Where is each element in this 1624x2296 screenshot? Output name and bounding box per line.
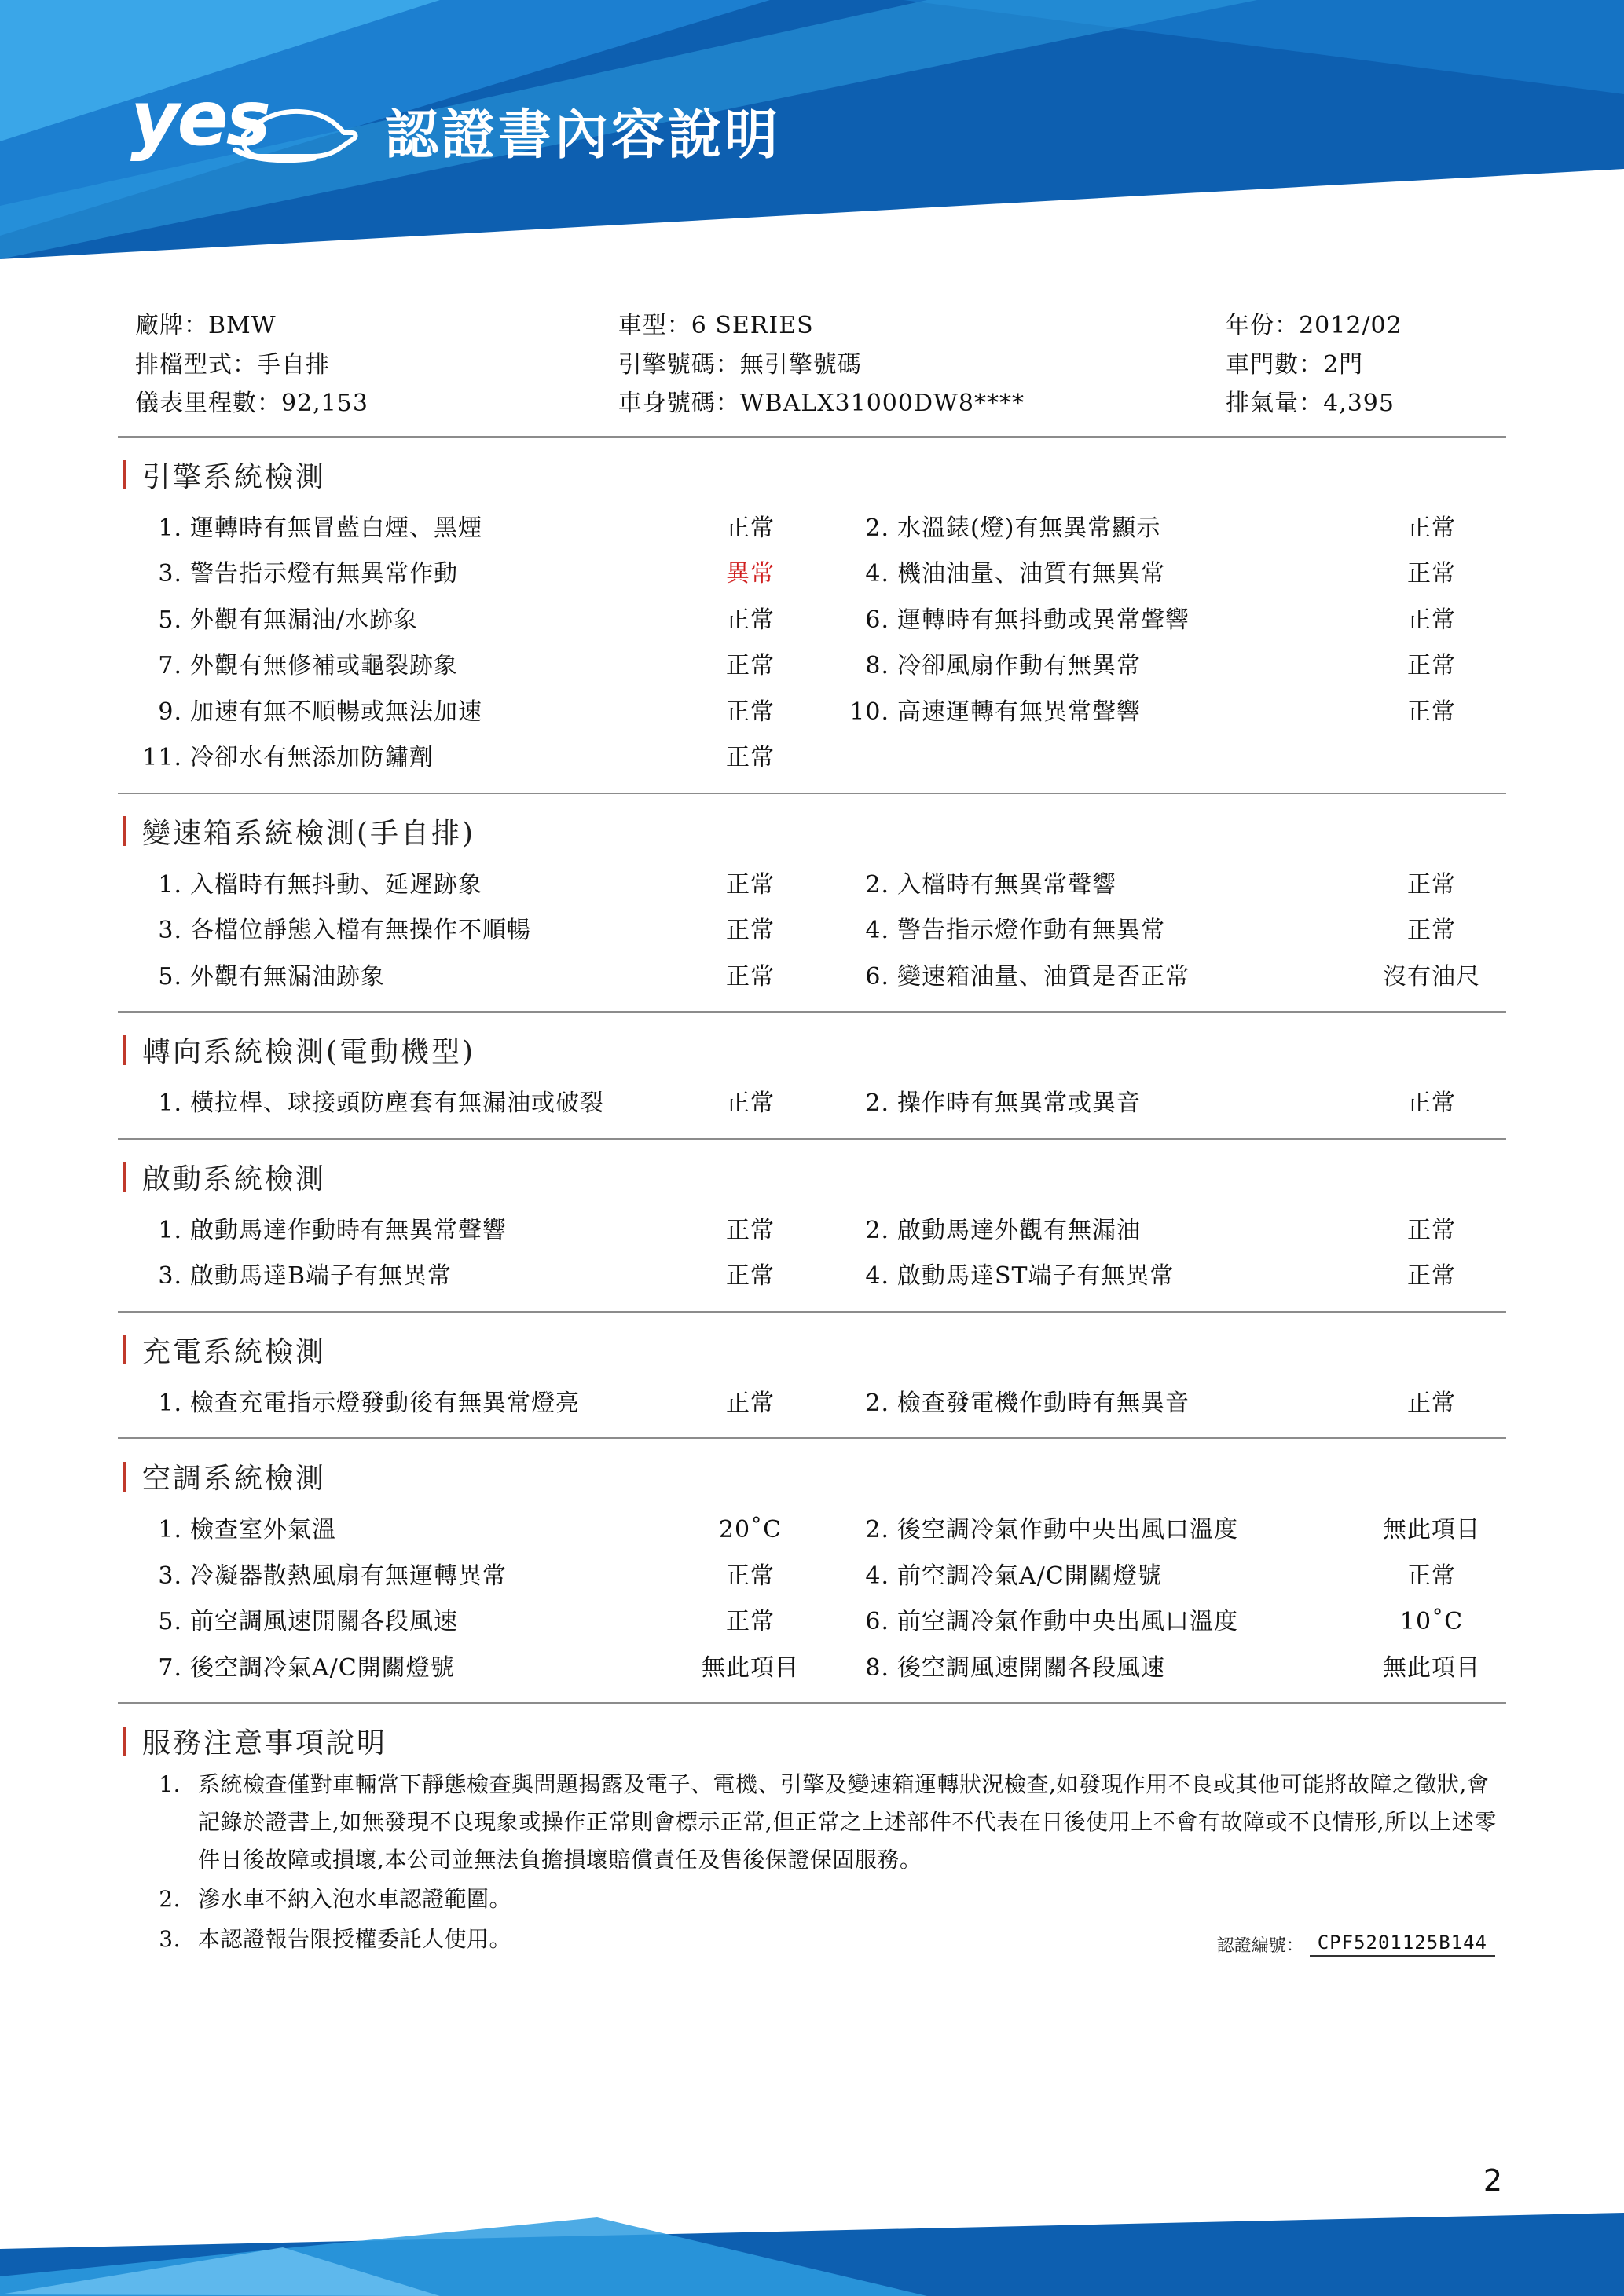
inspection-section-transmission bbox=[118, 794, 1506, 1013]
inspection-row bbox=[118, 1254, 1506, 1300]
item-number: 2. bbox=[865, 870, 889, 899]
vehicle-model: 車型：6 SERIES bbox=[618, 312, 814, 339]
item-label: 檢查充電指示燈發動後有無異常燈亮 bbox=[190, 1389, 580, 1417]
item-label: 冷凝器散熱風扇有無運轉異常 bbox=[190, 1562, 507, 1590]
inspection-section-engine bbox=[118, 438, 1506, 794]
inspection-item bbox=[118, 1599, 825, 1646]
inspection-item bbox=[118, 1254, 825, 1300]
item-value: 正常 bbox=[1407, 1216, 1456, 1244]
section-items bbox=[118, 856, 1506, 1001]
section-accent-bar bbox=[123, 460, 126, 489]
item-label: 啟動馬達B端子有無異常 bbox=[190, 1262, 453, 1290]
item-value: 正常 bbox=[726, 1389, 775, 1417]
item-value: 正常 bbox=[726, 698, 775, 726]
item-value: 正常 bbox=[726, 606, 775, 634]
item-label: 警告指示燈有無異常作動 bbox=[190, 560, 458, 588]
page-title: 認證書內容說明 bbox=[385, 104, 782, 167]
note-item bbox=[118, 1880, 1506, 1918]
vehicle-year: 年份：2012/02 bbox=[1226, 312, 1402, 339]
item-label: 冷卻風扇作動有無異常 bbox=[897, 652, 1141, 679]
item-label: 操作時有無異常或異音 bbox=[897, 1089, 1141, 1117]
inspection-row bbox=[118, 1599, 1506, 1646]
inspection-row bbox=[118, 1554, 1506, 1600]
item-value: 20˚C bbox=[718, 1516, 783, 1543]
item-value: 正常 bbox=[726, 1089, 775, 1117]
inspection-row bbox=[118, 1081, 1506, 1127]
page-content bbox=[0, 291, 1624, 1968]
item-number: 7. bbox=[158, 1653, 182, 1682]
vehicle-info-row bbox=[118, 384, 1506, 423]
note-text: 滲水車不納入泡水車認證範圍。 bbox=[198, 1886, 512, 1913]
vehicle-mileage: 儀表里程數：92,153 bbox=[135, 390, 368, 417]
section-title: 服務注意事項說明 bbox=[142, 1727, 388, 1760]
note-item bbox=[118, 1766, 1506, 1879]
item-value: 10˚C bbox=[1399, 1608, 1464, 1635]
item-label: 外觀有無漏油/水跡象 bbox=[190, 606, 419, 634]
item-number: 8. bbox=[865, 652, 889, 679]
item-number: 1. bbox=[158, 1389, 182, 1417]
item-label: 加速有無不順暢或無法加速 bbox=[190, 698, 482, 726]
note-text: 系統檢查僅對車輛當下靜態檢查與問題揭露及電子、電機、引擎及變速箱運轉狀況檢查,如發現作用不良或其他可能將故障之徵狀,會記錄於證書上,如無發現不良現象或操作正常則會標示正常,但正常之上述部件不代表在日後使用上不會有故障或不良情形,所以上述零件日後故障或損壞,本公司並無法負擔損壞賠償責任及售後保證保固服務。 bbox=[198, 1771, 1497, 1873]
item-label: 後空調冷氣A/C開關燈號 bbox=[190, 1653, 455, 1682]
item-label: 前空調冷氣作動中央出風口溫度 bbox=[897, 1608, 1238, 1635]
item-label: 入檔時有無抖動、延遲跡象 bbox=[190, 870, 482, 899]
vehicle-transmission: 排檔型式：手自排 bbox=[135, 350, 330, 379]
inspection-row bbox=[118, 598, 1506, 644]
inspection-item bbox=[118, 1507, 825, 1554]
inspection-item bbox=[118, 598, 825, 644]
section-items bbox=[118, 500, 1506, 782]
item-value: 沒有油尺 bbox=[1383, 962, 1480, 991]
section-title: 空調系統檢測 bbox=[142, 1463, 327, 1495]
vehicle-door-count: 車門數：2門 bbox=[1226, 350, 1364, 379]
inspection-item bbox=[118, 1646, 825, 1692]
service-notes-section bbox=[118, 1704, 1506, 1968]
note-number: 1. bbox=[159, 1771, 181, 1797]
inspection-item bbox=[118, 643, 825, 690]
inspection-item bbox=[825, 1254, 1506, 1300]
item-number: 5. bbox=[158, 1608, 182, 1635]
item-value: 正常 bbox=[1407, 1089, 1456, 1117]
section-accent-bar bbox=[123, 816, 126, 846]
inspection-row bbox=[118, 862, 1506, 909]
item-value: 無此項目 bbox=[702, 1653, 799, 1682]
section-title: 引擎系統檢測 bbox=[142, 460, 327, 493]
item-number: 7. bbox=[158, 652, 182, 679]
item-value: 正常 bbox=[726, 917, 775, 944]
section-accent-bar bbox=[123, 1335, 126, 1364]
section-accent-bar bbox=[123, 1727, 126, 1756]
brand-lockup bbox=[126, 75, 781, 173]
item-number: 5. bbox=[158, 606, 182, 634]
vehicle-info-row bbox=[118, 346, 1506, 385]
item-number: 11. bbox=[142, 744, 182, 771]
item-label: 後空調冷氣作動中央出風口溫度 bbox=[897, 1516, 1238, 1543]
item-number: 4. bbox=[865, 1562, 889, 1590]
item-label: 外觀有無漏油跡象 bbox=[190, 962, 385, 991]
item-number: 10. bbox=[849, 698, 889, 726]
section-accent-bar bbox=[123, 1162, 126, 1192]
item-number: 1. bbox=[158, 870, 182, 899]
item-label: 運轉時有無抖動或異常聲響 bbox=[897, 606, 1190, 634]
inspection-row bbox=[118, 643, 1506, 690]
inspection-item bbox=[118, 1081, 825, 1127]
page-footer bbox=[0, 2202, 1624, 2296]
item-label: 啟動馬達外觀有無漏油 bbox=[897, 1216, 1141, 1244]
inspection-item bbox=[118, 1554, 825, 1600]
item-value: 無此項目 bbox=[1383, 1653, 1480, 1682]
item-number: 6. bbox=[865, 606, 889, 634]
item-number: 6. bbox=[865, 962, 889, 991]
inspection-item bbox=[825, 1599, 1506, 1646]
item-label: 變速箱油量、油質是否正常 bbox=[897, 962, 1190, 991]
item-label: 外觀有無修補或龜裂跡象 bbox=[190, 652, 458, 679]
item-value: 正常 bbox=[726, 744, 775, 771]
inspection-item bbox=[825, 1381, 1506, 1427]
inspection-row bbox=[118, 551, 1506, 598]
item-label: 前空調風速開關各段風速 bbox=[190, 1608, 458, 1635]
item-number: 4. bbox=[865, 560, 889, 588]
item-label: 運轉時有無冒藍白煙、黑煙 bbox=[190, 514, 482, 542]
item-label: 後空調風速開關各段風速 bbox=[897, 1653, 1165, 1682]
page-header bbox=[0, 0, 1624, 306]
item-number: 6. bbox=[865, 1608, 889, 1635]
vehicle-brand: 廠牌：BMW bbox=[135, 312, 277, 339]
item-value: 正常 bbox=[726, 870, 775, 899]
page-number: 2 bbox=[1483, 2163, 1502, 2198]
certificate-number-value: CPF5201125B144 bbox=[1310, 1932, 1495, 1957]
inspection-item bbox=[825, 1507, 1506, 1554]
item-value: 正常 bbox=[1407, 606, 1456, 634]
inspection-item bbox=[825, 643, 1506, 690]
item-number: 2. bbox=[865, 1389, 889, 1417]
item-value: 正常 bbox=[726, 1608, 775, 1635]
item-number: 2. bbox=[865, 1089, 889, 1117]
item-value: 正常 bbox=[1407, 1389, 1456, 1417]
item-label: 啟動馬達ST端子有無異常 bbox=[897, 1262, 1175, 1290]
item-value: 無此項目 bbox=[1383, 1516, 1480, 1543]
inspection-item bbox=[825, 506, 1506, 552]
vehicle-info-row bbox=[118, 306, 1506, 346]
item-value: 正常 bbox=[726, 652, 775, 679]
inspection-item bbox=[825, 908, 1506, 954]
inspection-item bbox=[825, 1081, 1506, 1127]
inspection-item bbox=[118, 690, 825, 736]
inspection-section-air-conditioning bbox=[118, 1439, 1506, 1704]
section-title: 啟動系統檢測 bbox=[142, 1163, 327, 1196]
item-number: 3. bbox=[158, 1262, 182, 1290]
item-value: 正常 bbox=[1407, 917, 1456, 944]
item-label: 檢查發電機作動時有無異音 bbox=[897, 1389, 1190, 1417]
footer-banner-graphic bbox=[0, 2202, 1624, 2296]
item-label: 檢查室外氣溫 bbox=[190, 1516, 336, 1543]
vehicle-vin: 車身號碼：WBALX31000DW8**** bbox=[618, 390, 1025, 417]
item-number: 5. bbox=[158, 962, 182, 991]
item-number: 1. bbox=[158, 1089, 182, 1117]
item-number: 4. bbox=[865, 917, 889, 944]
item-number: 4. bbox=[865, 1262, 889, 1290]
item-value: 正常 bbox=[1407, 698, 1456, 726]
item-number: 2. bbox=[865, 1516, 889, 1543]
inspection-item bbox=[825, 690, 1506, 736]
inspection-section-starter bbox=[118, 1140, 1506, 1313]
inspection-row bbox=[118, 690, 1506, 736]
inspection-item bbox=[825, 1646, 1506, 1692]
inspection-item bbox=[825, 598, 1506, 644]
section-accent-bar bbox=[123, 1035, 126, 1065]
section-header bbox=[118, 1013, 1506, 1075]
inspection-item bbox=[118, 735, 825, 782]
inspection-item bbox=[825, 1208, 1506, 1254]
inspection-item bbox=[825, 862, 1506, 909]
item-value: 正常 bbox=[726, 962, 775, 991]
car-silhouette-icon bbox=[126, 75, 361, 173]
item-label: 冷卻水有無添加防鏽劑 bbox=[190, 744, 434, 771]
inspection-section-charging bbox=[118, 1313, 1506, 1440]
section-items bbox=[118, 1501, 1506, 1691]
item-label: 啟動馬達作動時有無異常聲響 bbox=[190, 1216, 507, 1244]
item-number: 8. bbox=[865, 1653, 889, 1682]
inspection-item bbox=[118, 954, 825, 1001]
inspection-item bbox=[825, 954, 1506, 1001]
item-value: 正常 bbox=[726, 514, 775, 542]
note-number: 2. bbox=[159, 1886, 181, 1913]
item-number: 1. bbox=[158, 1516, 182, 1543]
item-number: 2. bbox=[865, 514, 889, 542]
inspection-row bbox=[118, 1208, 1506, 1254]
inspection-item bbox=[118, 506, 825, 552]
section-accent-bar bbox=[123, 1462, 126, 1492]
item-label: 水溫錶(燈)有無異常顯示 bbox=[897, 514, 1161, 542]
inspection-row bbox=[118, 1507, 1506, 1554]
section-header bbox=[118, 438, 1506, 500]
inspection-item bbox=[118, 1208, 825, 1254]
inspection-row bbox=[118, 954, 1506, 1001]
inspection-row bbox=[118, 1646, 1506, 1692]
inspection-item bbox=[118, 862, 825, 909]
note-text: 本認證報告限授權委託人使用。 bbox=[198, 1925, 512, 1952]
item-value: 正常 bbox=[726, 1216, 775, 1244]
item-value: 正常 bbox=[1407, 560, 1456, 588]
item-number: 1. bbox=[158, 1216, 182, 1244]
inspection-item bbox=[825, 1554, 1506, 1600]
section-header bbox=[118, 794, 1506, 856]
vehicle-displacement: 排氣量：4,395 bbox=[1226, 390, 1395, 417]
section-items bbox=[118, 1075, 1506, 1127]
item-number: 3. bbox=[158, 1562, 182, 1590]
item-number: 9. bbox=[158, 698, 182, 726]
item-label: 橫拉桿、球接頭防塵套有無漏油或破裂 bbox=[190, 1089, 604, 1117]
yes-logo bbox=[126, 75, 361, 173]
section-header bbox=[118, 1704, 1506, 1766]
vehicle-engine-number: 引擎號碼：無引擎號碼 bbox=[618, 350, 862, 379]
section-header bbox=[118, 1439, 1506, 1501]
section-items bbox=[118, 1375, 1506, 1427]
item-label: 高速運轉有無異常聲響 bbox=[897, 698, 1141, 726]
section-title: 變速箱系統檢測(手自排) bbox=[142, 817, 476, 850]
item-number: 2. bbox=[865, 1216, 889, 1244]
item-label: 各檔位靜態入檔有無操作不順暢 bbox=[190, 917, 531, 944]
vehicle-info-block bbox=[118, 291, 1506, 438]
section-title: 充電系統檢測 bbox=[142, 1335, 327, 1368]
item-number: 3. bbox=[158, 917, 182, 944]
item-value: 正常 bbox=[1407, 870, 1456, 899]
inspection-row bbox=[118, 735, 1506, 782]
item-number: 3. bbox=[158, 560, 182, 588]
section-title: 轉向系統檢測(電動機型) bbox=[142, 1036, 476, 1068]
inspection-item bbox=[118, 1381, 825, 1427]
item-value: 正常 bbox=[726, 1562, 775, 1590]
inspection-item bbox=[118, 908, 825, 954]
item-label: 警告指示燈作動有無異常 bbox=[897, 917, 1165, 944]
inspection-item bbox=[118, 551, 825, 598]
inspection-section-steering bbox=[118, 1013, 1506, 1140]
section-header bbox=[118, 1313, 1506, 1375]
section-header bbox=[118, 1140, 1506, 1202]
item-value: 正常 bbox=[1407, 514, 1456, 542]
item-value: 正常 bbox=[1407, 1262, 1456, 1290]
item-value: 正常 bbox=[1407, 652, 1456, 679]
item-number: 1. bbox=[158, 514, 182, 542]
inspection-item bbox=[825, 551, 1506, 598]
logo-wordmark: yes bbox=[130, 75, 269, 163]
item-label: 入檔時有無異常聲響 bbox=[897, 870, 1116, 899]
section-items bbox=[118, 1202, 1506, 1300]
item-label: 前空調冷氣A/C開關燈號 bbox=[897, 1562, 1162, 1590]
item-value: 異常 bbox=[726, 560, 775, 588]
item-value: 正常 bbox=[726, 1262, 775, 1290]
inspection-row bbox=[118, 506, 1506, 552]
item-value: 正常 bbox=[1407, 1562, 1456, 1590]
note-number: 3. bbox=[159, 1925, 181, 1952]
inspection-row bbox=[118, 1381, 1506, 1427]
item-label: 機油油量、油質有無異常 bbox=[897, 560, 1165, 588]
inspection-row bbox=[118, 908, 1506, 954]
certificate-number-label: 認證編號： bbox=[1216, 1935, 1303, 1956]
